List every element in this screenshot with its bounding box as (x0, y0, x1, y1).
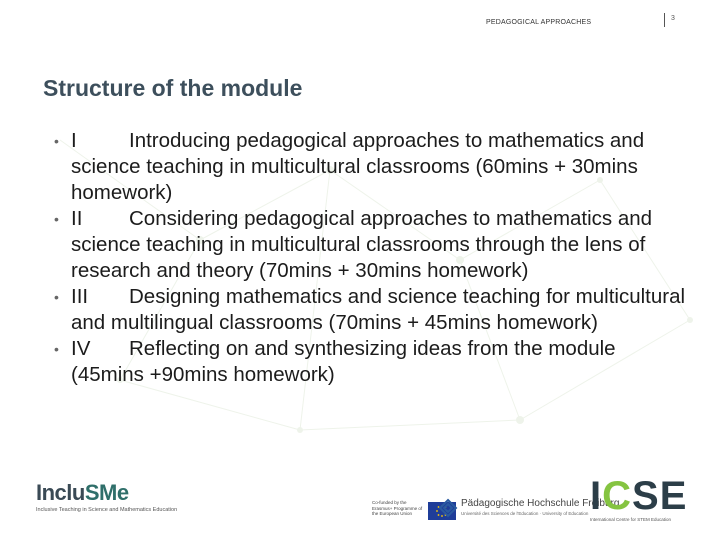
icse-logo-left: I (590, 474, 603, 518)
header-divider (664, 13, 665, 27)
erasmus-text: Co-funded by the Erasmus+ Programme of the European Union (372, 500, 423, 516)
item-number: IV (71, 337, 91, 360)
icse-logo (590, 475, 687, 522)
module-structure-list (54, 128, 694, 388)
item-text: Considering pedagogical approaches to mathematics and science teaching in multicultural classrooms through the lens of research and theory (70mins + 30mins homework) (71, 207, 653, 282)
bullet-icon: • (54, 211, 59, 227)
footer-logos (0, 470, 720, 540)
bullet-icon: • (54, 289, 59, 305)
icse-subtitle: International Centre for STEM Education (590, 517, 672, 522)
item-text: Designing mathematics and science teaching for multicultural and multilingual classrooms (70mins + 45mins homework) (71, 285, 686, 334)
item-number: III (71, 285, 89, 308)
slide-title: Structure of the module (43, 75, 303, 101)
list-item (54, 284, 694, 336)
inclusme-logo-main: Inclu (36, 480, 85, 505)
inclusme-tagline: Inclusive Teaching in Science and Mathematics Education (36, 507, 178, 513)
bullet-icon: • (54, 133, 59, 149)
icse-logo-accent: C (602, 474, 633, 518)
item-text: Introducing pedagogical approaches to mathematics and science teaching in multicultural classrooms (60mins + 30mins homework) (71, 129, 645, 204)
list-item (54, 336, 694, 388)
item-text: Reflecting on and synthesizing ideas from the module (45mins +90mins homework) (71, 337, 616, 386)
list-item (54, 206, 694, 284)
inclusme-logo-accent: SMe (84, 480, 129, 505)
page-number: 3 (671, 15, 675, 22)
list-item (54, 128, 694, 206)
ph-freiburg-subtitle: Université des Sciences de l'Education · University of Education (461, 511, 589, 516)
ph-freiburg-mark-icon (438, 498, 458, 518)
erasmus-logo (372, 500, 424, 517)
bullet-icon: • (54, 341, 59, 357)
ph-freiburg-title: Pädagogische Hochschule Freiburg (461, 498, 620, 509)
item-number: II (71, 207, 83, 230)
item-number: I (71, 129, 77, 152)
icse-logo-right: SE (632, 474, 688, 518)
section-label: PEDAGOGICAL APPROACHES (486, 19, 592, 26)
inclusme-logo (36, 480, 177, 514)
